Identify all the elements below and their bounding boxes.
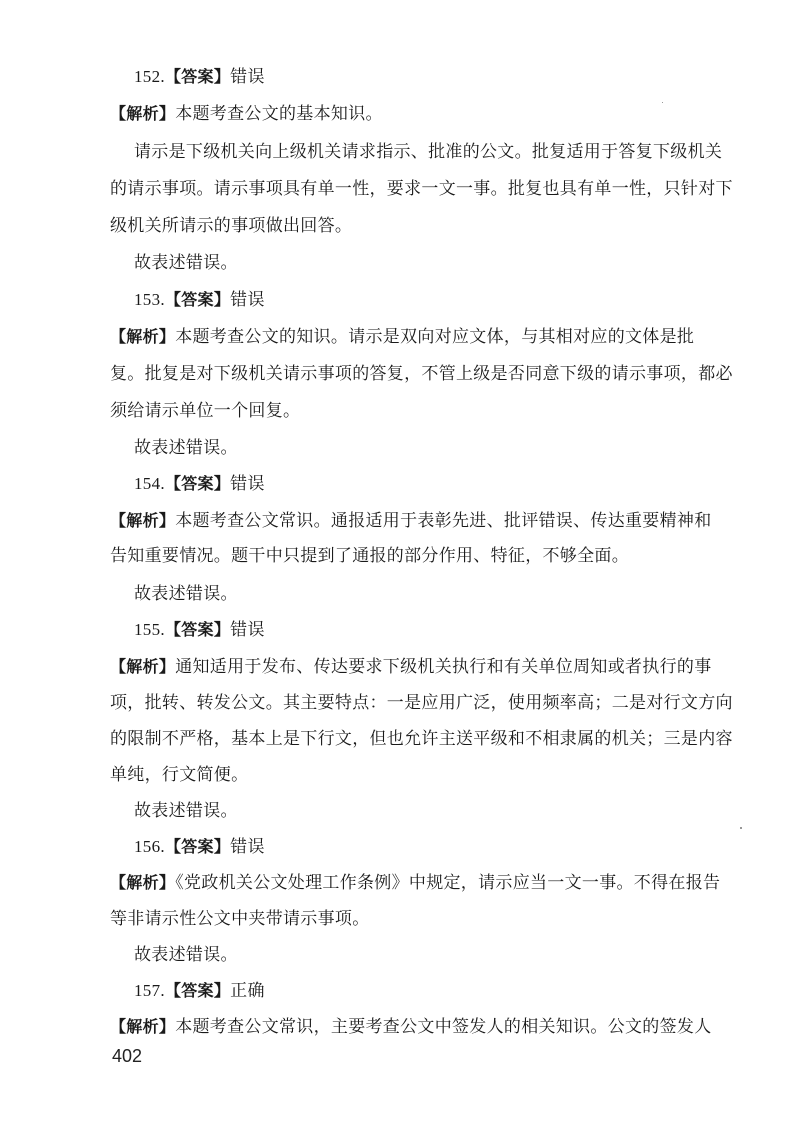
analysis-text: 本题考查公文的基本知识。 bbox=[175, 104, 383, 124]
item-number: 155. bbox=[134, 620, 165, 639]
item-152-analysis-line bbox=[110, 103, 735, 125]
answer-tag: 【答案】 bbox=[164, 474, 231, 493]
answer-tag: 【答案】 bbox=[164, 837, 231, 856]
analysis-tag: 【解析】 bbox=[110, 104, 176, 123]
analysis-tag: 【解析】 bbox=[110, 657, 176, 676]
item-155-continuation-line-3: 单纯，行文简便。 bbox=[110, 765, 249, 785]
item-number: 156. bbox=[134, 837, 165, 856]
item-156-analysis-line bbox=[110, 872, 735, 894]
analysis-text: 本题考查公文常识，主要考查公文中签发人的相关知识。公文的签发人 bbox=[175, 1017, 712, 1037]
analysis-tag: 【解析】 bbox=[110, 327, 176, 346]
answer-tag: 【答案】 bbox=[164, 290, 231, 309]
analysis-tag: 【解析】 bbox=[110, 1017, 176, 1036]
item-155-conclusion: 故表述错误。 bbox=[134, 801, 238, 821]
answer-value: 正确 bbox=[230, 981, 265, 1001]
item-157-analysis-line bbox=[110, 1016, 735, 1038]
item-155-answer-line bbox=[134, 619, 759, 641]
answer-value: 错误 bbox=[230, 290, 265, 310]
item-154-analysis-line bbox=[110, 510, 735, 532]
item-153-answer-line bbox=[134, 289, 759, 311]
page-number: 402 bbox=[112, 1046, 143, 1066]
item-153-continuation-line-1: 复。批复是对下级机关请示事项的答复，不管上级是否同意下级的请示事项，都必 bbox=[110, 364, 733, 384]
analysis-text: 本题考查公文的知识。请示是双向对应文体，与其相对应的文体是批 bbox=[175, 327, 695, 347]
item-152-paragraph-line-2: 的请示事项。请示事项具有单一性，要求一文一事。批复也具有单一性，只针对下 bbox=[110, 179, 733, 199]
analysis-tag: 【解析】 bbox=[110, 873, 176, 892]
item-number: 153. bbox=[134, 290, 165, 309]
answer-value: 错误 bbox=[230, 620, 265, 640]
analysis-text: 通知适用于发布、传达要求下级机关执行和有关单位周知或者执行的事 bbox=[175, 657, 712, 677]
scan-speck bbox=[662, 102, 663, 103]
answer-value: 错误 bbox=[230, 67, 265, 87]
scan-speck bbox=[740, 827, 742, 829]
item-152-paragraph-line-1: 请示是下级机关向上级机关请求指示、批准的公文。批复适用于答复下级机关 bbox=[134, 142, 723, 162]
item-153-conclusion: 故表述错误。 bbox=[134, 438, 238, 458]
item-153-continuation-line-2: 须给请示单位一个回复。 bbox=[110, 401, 301, 421]
item-155-continuation-line-1: 项，批转、转发公文。其主要特点：一是应用广泛，使用频率高；二是对行文方向 bbox=[110, 693, 733, 713]
item-156-continuation-line-1: 等非请示性公文中夹带请示事项。 bbox=[110, 909, 370, 929]
answer-tag: 【答案】 bbox=[164, 620, 231, 639]
item-157-answer-line bbox=[134, 980, 759, 1002]
analysis-tag: 【解析】 bbox=[110, 511, 176, 530]
item-154-conclusion: 故表述错误。 bbox=[134, 584, 238, 604]
answer-value: 错误 bbox=[230, 837, 265, 857]
item-154-continuation-line-1: 告知重要情况。题干中只提到了通报的部分作用、特征，不够全面。 bbox=[110, 546, 629, 566]
item-154-answer-line bbox=[134, 473, 759, 495]
item-153-analysis-line bbox=[110, 326, 735, 348]
item-number: 152. bbox=[134, 67, 165, 86]
item-155-analysis-line bbox=[110, 656, 735, 678]
answer-tag: 【答案】 bbox=[164, 981, 231, 1000]
item-number: 157. bbox=[134, 981, 165, 1000]
item-155-continuation-line-2: 的限制不严格，基本上是下行文，但也允许主送平级和不相隶属的机关；三是内容 bbox=[110, 729, 733, 749]
item-152-paragraph-line-3: 级机关所请示的事项做出回答。 bbox=[110, 216, 353, 236]
answer-value: 错误 bbox=[230, 474, 265, 494]
item-152-answer-line bbox=[134, 66, 759, 88]
item-152-conclusion: 故表述错误。 bbox=[134, 253, 238, 273]
analysis-text: 本题考查公文常识。通报适用于表彰先进、批评错误、传达重要精神和 bbox=[175, 511, 712, 531]
item-156-answer-line bbox=[134, 836, 759, 858]
analysis-text: 《党政机关公文处理工作条例》中规定，请示应当一文一事。不得在报告 bbox=[175, 873, 721, 893]
item-156-conclusion: 故表述错误。 bbox=[134, 945, 238, 965]
item-number: 154. bbox=[134, 474, 165, 493]
answer-tag: 【答案】 bbox=[164, 67, 231, 86]
